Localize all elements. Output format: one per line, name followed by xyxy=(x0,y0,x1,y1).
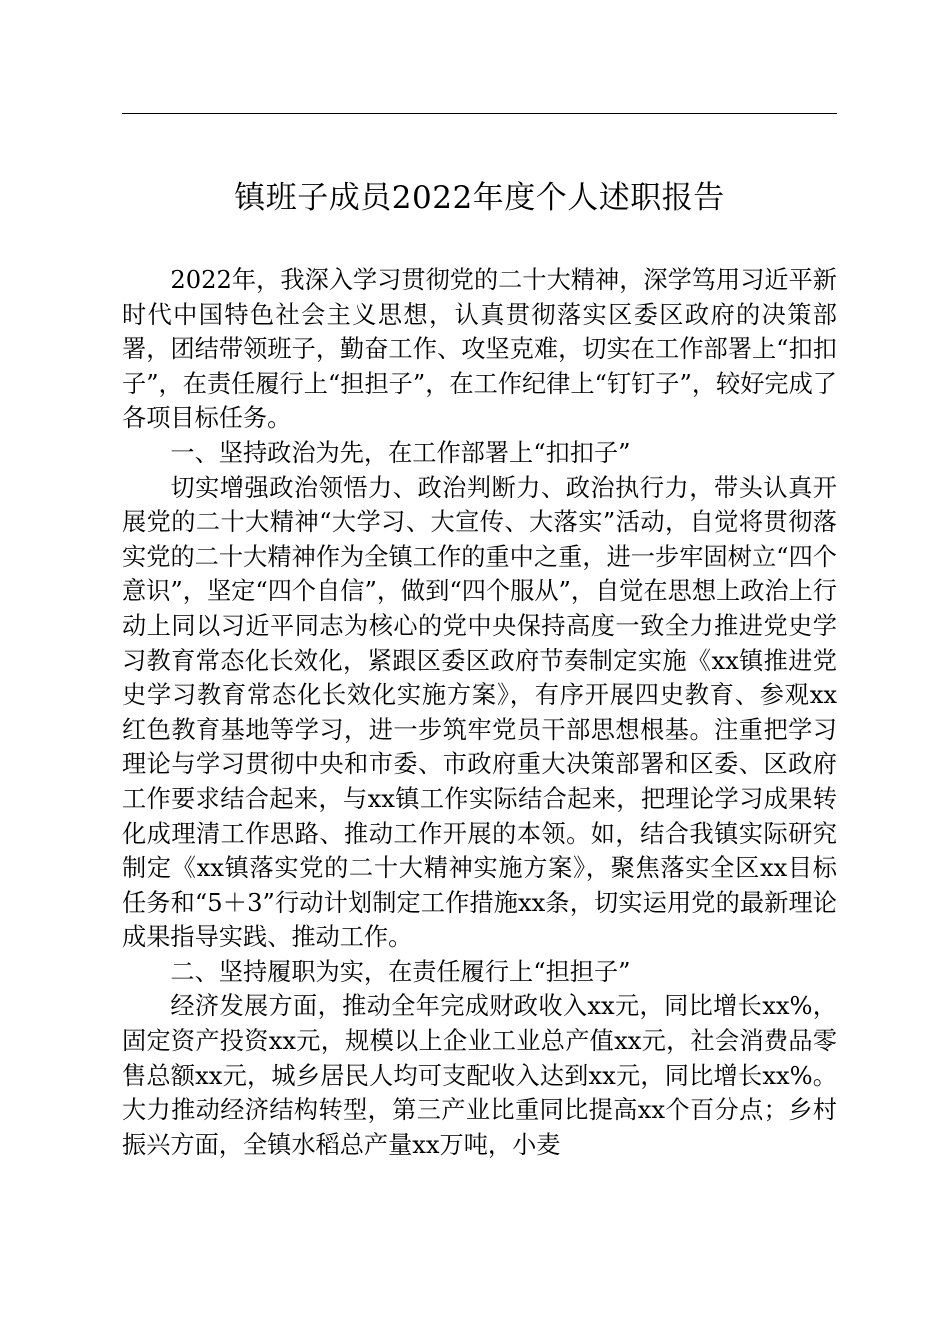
section-heading-1: 一、坚持政治为先，在工作部署上“扣扣子” xyxy=(170,438,631,467)
paragraph-section-2: 经济发展方面，推动全年完成财政收入xx元，同比增长xx%，固定资产投资xx元，规模以上企业工业总产值xx元，社会消费品零售总额xx元，城乡居民人均可支配收入达到xx元，同比增长xx%。大力推动经济结构转型，第三产业比重同比提高xx个百分点；乡村振兴方面，全镇水稻总产量xx万吨，小麦 xyxy=(122,992,837,1159)
document-body xyxy=(122,263,837,1162)
document-title: 镇班子成员2022年度个人述职报告 xyxy=(234,180,725,216)
header-rule xyxy=(122,113,837,114)
paragraph-intro: 2022年，我深入学习贯彻党的二十大精神，深学笃用习近平新时代中国特色社会主义思想，认真贯彻落实区委区政府的决策部署，团结带领班子，勤奋工作、攻坚克难，切实在工作部署上“扣扣子”，在责任履行上“担担子”，在工作纪律上“钉钉子”，较好完成了各项目标任务。 xyxy=(122,266,837,433)
section-heading-2: 二、坚持履职为实，在责任履行上“担担子” xyxy=(170,957,631,986)
paragraph-section-1: 切实增强政治领悟力、政治判断力、政治执行力，带头认真开展党的二十大精神“大学习、大宣传、大落实”活动，自觉将贯彻落实党的二十大精神作为全镇工作的重中之重，进一步牢固树立“四个意识”，坚定“四个自信”，做到“四个服从”，自觉在思想上政治上行动上同以习近平同志为核心的党中央保持高度一致全力推进党史学习教育常态化长效化，紧跟区委区政府节奏制定实施《xx镇推进党史学习教育常态化长效化实施方案》，有序开展四史教育、参观xx红色教育基地等学习，进一步筑牢党员干部思想根基。注重把学习理论与学习贯彻中央和市委、市政府重大决策部署和区委、区政府工作要求结合起来，与xx镇工作实际结合起来，把理论学习成果转化成理清工作思路、推动工作开展的本领。如，结合我镇实际研究制定《xx镇落实党的二十大精神实施方案》，聚焦落实全区xx目标任务和“5＋3”行动计划制定工作措施xx条，切实运用党的最新理论成果指导实践、推动工作。 xyxy=(122,473,837,952)
